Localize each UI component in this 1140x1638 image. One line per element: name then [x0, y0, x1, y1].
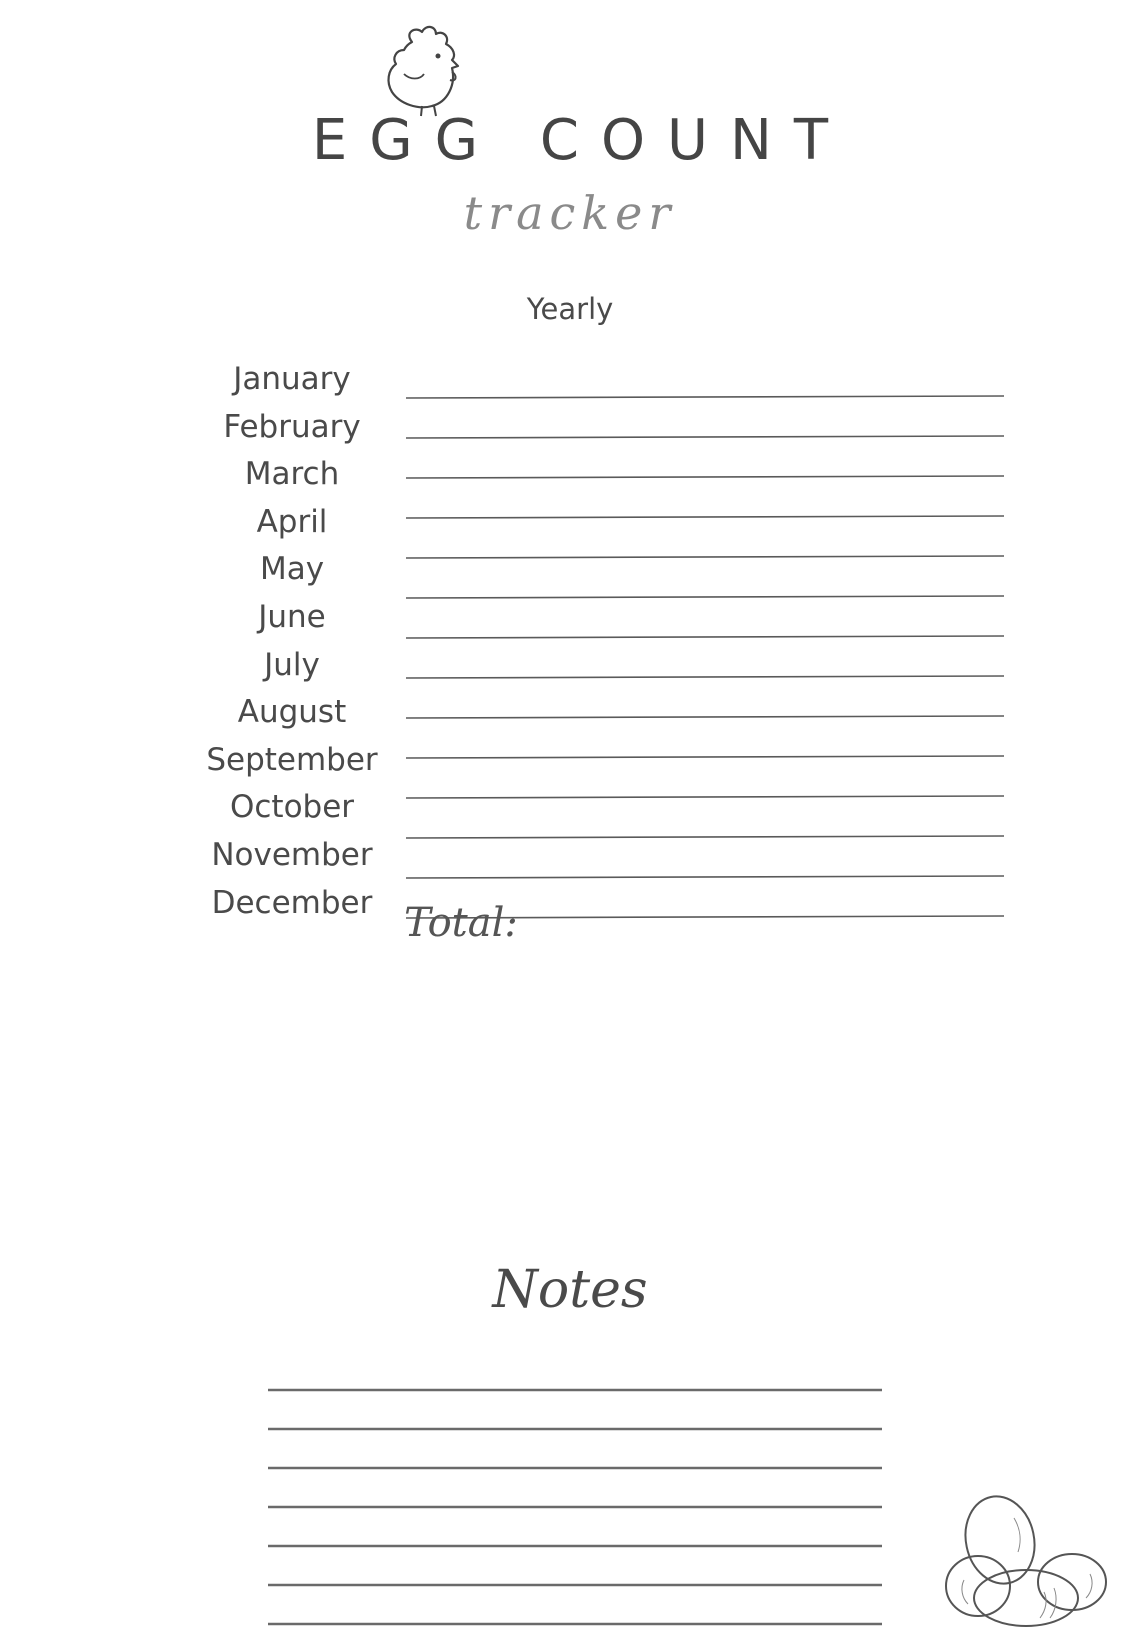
month-rule-line — [406, 516, 1004, 518]
page-title: EGG COUNT — [311, 108, 851, 173]
month-label: August — [237, 694, 347, 731]
month-label: October — [229, 789, 355, 826]
month-label: December — [211, 884, 373, 921]
notes-heading: Notes — [492, 1260, 648, 1320]
month-rule-line — [406, 676, 1004, 678]
month-label: November — [211, 836, 373, 873]
total-label: Total: — [404, 900, 518, 946]
month-rule-line — [406, 796, 1004, 798]
month-rule-line — [406, 836, 1004, 838]
month-label: April — [256, 503, 328, 540]
month-rule-line — [406, 876, 1004, 878]
month-rule-line — [406, 636, 1004, 638]
month-rule-line — [406, 396, 1004, 398]
eggs-icon — [944, 1488, 1112, 1628]
month-rule-line — [406, 436, 1004, 438]
month-rule-line — [406, 476, 1004, 478]
month-rule-line — [406, 596, 1004, 598]
page-subtitle: tracker — [463, 186, 677, 240]
month-label: January — [233, 361, 351, 397]
month-rule-line — [406, 556, 1004, 558]
month-label: May — [259, 551, 325, 588]
month-rule-line — [406, 716, 1004, 718]
month-label: June — [258, 598, 326, 635]
month-label: February — [223, 408, 361, 445]
month-label: July — [264, 646, 320, 683]
month-label: March — [244, 456, 340, 493]
period-label: Yearly — [526, 292, 614, 326]
month-rule-line — [406, 756, 1004, 758]
month-label: September — [206, 741, 378, 778]
